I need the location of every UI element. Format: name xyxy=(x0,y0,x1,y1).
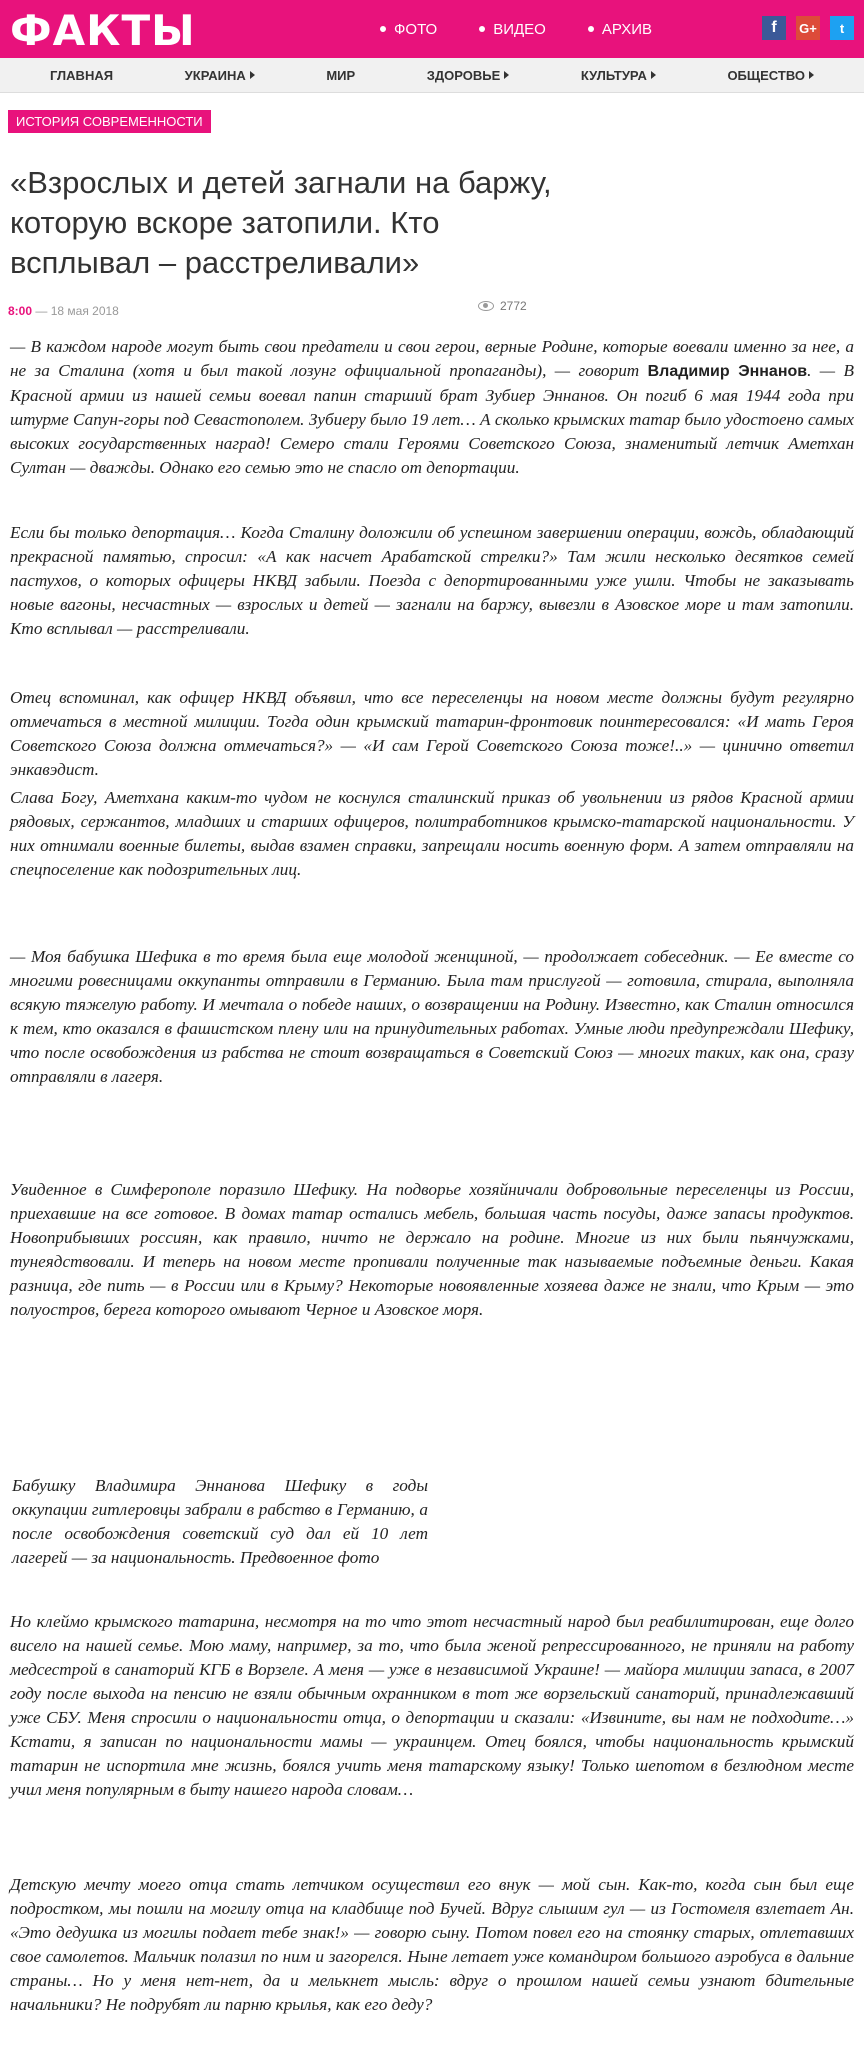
social-links xyxy=(762,16,854,40)
views-counter xyxy=(478,299,527,313)
nav-item-culture[interactable]: КУЛЬТУРА xyxy=(581,68,656,83)
paragraph-5: — Моя бабушка Шефика в то время была еще молодой женщиной, — продолжает собеседник. — Ее вместе со многими ровесницами оккупанты отправили в Германию. Была там прислугой — готовила, стирала, выполняла всякую тяжелую работу. И мечтала о победе наших, о возвращении на Родину. Известно, как Сталин относился к тем, кто оказался в фашистском плену или на принудительных работах. Умные люди предупреждали Шефику, что после освобождения из рабства не стоит возвращаться в Советский Союз — многих таких, как она, сразу отправляли в лагеря. xyxy=(10,947,854,1086)
article-meta xyxy=(8,304,119,318)
views-count: 2772 xyxy=(500,299,527,313)
twitter-icon[interactable]: t xyxy=(830,16,854,40)
publish-date: — 18 мая 2018 xyxy=(35,304,119,318)
article-title: «Взрослых и детей загнали на баржу, которую вскоре затопили. Кто всплывал – расстреливали» xyxy=(10,165,552,280)
paragraph-1: — В каждом народе могут быть свои предатели и свои герои, верные Родине, которые воевали именно за нее, а не за Сталина (хотя и был такой лозунг официальной пропаганды), — говорит Владимир Эннанов. — В Красной армии из нашей семьи воевал папин старший брат Зубиер Эннанов. Он погиб 6 мая 1944 года при штурме Сапун-горы под Севастополем. Зубиеру было 19 лет… А сколько крымских татар было удостоено самых высоких государственных наград! Семеро стали Героями Советского Союза, знаменитый летчик Аметхан Султан — дважды. Однако его семью это не спасло от депортации. xyxy=(10,337,854,477)
paragraph-3: Отец вспоминал, как офицер НКВД объявил, что все переселенцы на новом месте должны будут регулярно отмечаться в местной милиции. Тогда один крымский татарин-фронтовик поинтересовался: «И мать Героя Советского Союза должна отмечаться?» — «И сам Герой Советского Союза тоже!..» — цинично ответил энкавэдист. xyxy=(10,688,854,779)
eye-icon xyxy=(478,301,494,311)
bullet-icon xyxy=(380,26,386,32)
google-plus-icon[interactable]: G+ xyxy=(796,16,820,40)
site-logo[interactable]: ФАКТЫ xyxy=(10,6,196,55)
nav-item-ukraine[interactable]: УКРАИНА xyxy=(185,68,255,83)
paragraph-4: Слава Богу, Аметхана каким-то чудом не коснулся сталинский приказ об увольнении из рядов Красной армии рядовых, сержантов, младших и старших офицеров, политработников крымско-татарской национальности. У них отнимали военные билеты, выдав взамен справки, запрещали носить военную форм. А затем отправляли на спецпоселение как подозрительных лиц. xyxy=(10,788,854,879)
arrow-right-icon xyxy=(809,71,814,79)
main-nav xyxy=(0,58,864,93)
nav-item-society[interactable]: ОБЩЕСТВО xyxy=(727,68,814,83)
header-nav-video[interactable]: ВИДЕО xyxy=(479,21,546,38)
facebook-icon[interactable]: f xyxy=(762,16,786,40)
arrow-right-icon xyxy=(651,71,656,79)
header-nav xyxy=(380,0,694,58)
bullet-icon xyxy=(588,26,594,32)
header-nav-archive[interactable]: АРХИВ xyxy=(588,21,652,38)
nav-item-world[interactable]: МИР xyxy=(326,67,356,83)
photo-caption: Бабушку Владимира Эннанова Шефику в годы оккупации гитлеровцы забрали в рабство в Германию, а после освобождения советский суд дал ей 10 лет лагерей — за национальность. Предвоенное фото xyxy=(12,1476,428,1567)
interviewee-name: Владимир Эннанов xyxy=(647,363,808,380)
arrow-right-icon xyxy=(250,71,255,79)
publish-time: 8:00 xyxy=(8,304,33,318)
nav-item-home[interactable]: ГЛАВНАЯ xyxy=(50,67,114,83)
paragraph-6: Увиденное в Симферополе поразило Шефику. На подворье хозяйничали добровольные переселенцы из России, приехавшие на все готовое. В домах татар остались мебель, большая часть посуды, даже запасы продуктов. Новоприбывших россиян, как правило, ничто не держало на родине. Многие из них были пьянчужками, тунеядствовали. И теперь на новом месте пропивали полученные так называемые подъемные деньги. Какая разница, где пить — в России или в Крыму? Некоторые новоявленные хозяева даже не знали, что Крым — это полуостров, берега которого омывают Черное и Азовское моря. xyxy=(10,1180,854,1319)
arrow-right-icon xyxy=(504,71,509,79)
site-header xyxy=(0,0,864,58)
paragraph-8: Детскую мечту моего отца стать летчиком осуществил его внук — мой сын. Как-то, когда сын был еще подростком, мы пошли на могилу отца на кладбище под Бучей. Вдруг слышим гул — из Гостомеля взлетает Ан. «Это дедушка из могилы подает тебе знак!» — говорю сыну. Потом повел его на стоянку старых, отлетавших свое самолетов. Мальчик полазил по ним и загорелся. Ныне летает уже командиром большого аэробуса в дальние страны… Но у меня нет-нет, да и мелькнет мысль: вдруг о прошлом нашей семьи узнают бдительные начальники? Не подрубят ли парню крылья, как его деду? xyxy=(10,1875,854,2014)
rubric-badge[interactable]: ИСТОРИЯ СОВРЕМЕННОСТИ xyxy=(8,110,211,133)
nav-item-health[interactable]: ЗДОРОВЬЕ xyxy=(427,68,510,83)
paragraph-7: Но клеймо крымского татарина, несмотря на то что этот несчастный народ был реабилитирован, еще долго висело на нашей семье. Мою маму, например, за то, что была женой репрессированного, не приняли на работу медсестрой в санаторий КГБ в Ворзеле. А меня — уже в независимой Украине! — майора милиции запаса, в 2007 году после выхода на пенсию не взяли обычным охранником в тот же ворзельский санаторий, принадлежавший уже СБУ. Меня спросили о национальности отца, о депортации и сказали: «Извините, вы нам не подходите…» Кстати, я записан по национальности мамы — украинцем. Отец боялся, чтобы национальность крымский татарин не испортила мне жизнь, боялся учить меня татарскому языку! Только шепотом в безлюдном месте учил меня популярным в быту нашего народа словам… xyxy=(10,1612,854,1799)
paragraph-2: Если бы только депортация… Когда Сталину доложили об успешном завершении операции, вождь, обладающий прекрасной памятью, спросил: «А как насчет Арабатской стрелки?» Там жили несколько десятков семей пастухов, о которых офицеры НКВД забыли. Поезда с депортированными уже ушли. Чтобы не заказывать новые вагоны, несчастных — взрослых и детей — загнали на баржу, вывезли в Азовское море и там затопили. Кто всплывал — расстреливали. xyxy=(10,523,854,638)
header-nav-photo[interactable]: ФОТО xyxy=(380,21,437,38)
bullet-icon xyxy=(479,26,485,32)
